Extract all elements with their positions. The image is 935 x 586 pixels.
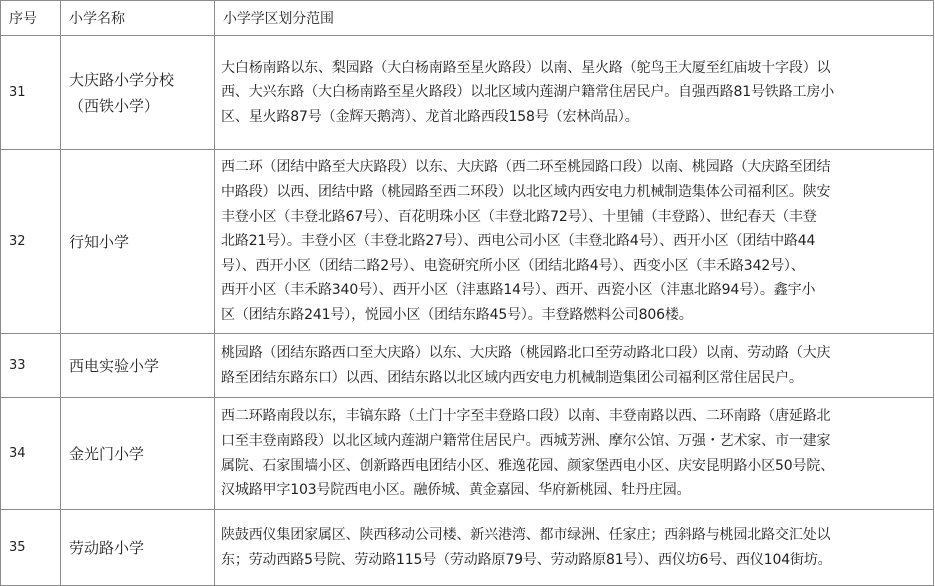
- table-row: [1, 334, 934, 398]
- school-name-line: 金光门小学: [69, 444, 145, 463]
- school-name-line: 劳动路小学: [69, 538, 145, 557]
- range-line: 区、星火路87号（金辉天鹅湾）、龙首北路西段158号（宏林尚品）。: [221, 108, 639, 125]
- row-district-range: [215, 334, 934, 398]
- range-line: 西二环路南段以东，丰镐东路（土门十字至丰登路口段）以南、丰登南路以西、二环南路（唐延路北: [221, 408, 831, 425]
- range-line: 汉城路甲字103号院西电小区。融侨城、黄金嘉园、华府新桃园、牡丹庄园。: [221, 482, 691, 499]
- header-district-range: 小学学区划分范围: [215, 1, 934, 36]
- row-serial-number: 31: [1, 36, 61, 150]
- table-row: [1, 398, 934, 510]
- table-row: [1, 150, 934, 334]
- range-line: 西二环（团结中路至大庆路段）以东、大庆路（西二环至桃园路口段）以南、桃园路（大庆路至团结: [221, 159, 831, 176]
- row-district-range: [215, 510, 934, 586]
- row-school-name: [61, 510, 215, 586]
- range-line: 西开小区（丰禾路340号）、西开小区（沣惠路14号）、西开、西瓷小区（沣惠北路94号）。鑫宇小: [221, 282, 816, 299]
- range-line: 北路21号）。丰登小区（丰登北路27号）、西电公司小区（丰登北路4号）、西开小区（团结中路44: [221, 233, 816, 250]
- range-line: 口至丰登南路段）以北区域内莲湖户籍常住居民户。西城芳洲、摩尔公馆、万强・艺术家、市一建家: [221, 432, 831, 449]
- row-district-range: [215, 36, 934, 150]
- table-row: [1, 510, 934, 586]
- school-name-line: （西铁小学）: [69, 96, 160, 115]
- range-line: 路至团结东路东口）以西、团结东路以北区域内西安电力机械制造集团公司福利区常住居民户。: [221, 369, 803, 386]
- range-line: 西、大兴东路（大白杨南路至星火路段）以北区域内莲湖户籍常住居民户。自强西路81号铁路工房小: [221, 84, 835, 101]
- header-school-name: 小学名称: [61, 1, 215, 36]
- school-name-line: 大庆路小学分校: [69, 70, 175, 89]
- row-district-range: [215, 150, 934, 334]
- range-line: 桃园路（团结东路西口至大庆路）以东、大庆路（桃园路北口至劳动路北口段）以南、劳动路（大庆: [221, 344, 831, 361]
- row-school-name: [61, 334, 215, 398]
- row-serial-number: 35: [1, 510, 61, 586]
- header-serial-number: 序号: [1, 1, 61, 36]
- school-name-line: 西电实验小学: [69, 356, 160, 375]
- range-line: 中路段）以西、团结中路（桃园路至西二环段）以北区域内西安电力机械制造集体公司福利区。陕安: [221, 184, 831, 201]
- row-serial-number: 32: [1, 150, 61, 334]
- range-line: 东；劳动西路5号院、劳动路115号（劳动路原79号、劳动路原81号）、西仪坊6号、西仪104街坊。: [221, 551, 832, 568]
- row-school-name: [61, 150, 215, 334]
- row-school-name: [61, 398, 215, 510]
- table-header-row: [1, 1, 934, 36]
- row-district-range: [215, 398, 934, 510]
- range-line: 区（团结东路241号），悦园小区（团结东路45号）。丰登路燃料公司806楼。: [221, 306, 693, 323]
- range-line: 属院、石家围墙小区、创新路西电团结小区、雅逸花园、颜家堡西电小区、庆安昆明路小区50号院、: [221, 457, 835, 474]
- range-line: 陕鼓西仪集团家属区、陕西移动公司楼、新兴港湾、都市绿洲、任家庄；西斜路与桃园北路交汇处以: [221, 526, 831, 543]
- table-row: [1, 36, 934, 150]
- range-line: 号）、西开小区（团结二路2号）、电瓷研究所小区（团结北路4号）、西变小区（丰禾路342号）、: [221, 257, 805, 274]
- school-name-line: 行知小学: [69, 232, 130, 251]
- range-line: 大白杨南路以东、梨园路（大白杨南路至星火路段）以南、星火路（鸵鸟王大厦至红庙坡十字段）以: [221, 59, 831, 76]
- row-school-name: [61, 36, 215, 150]
- row-serial-number: 33: [1, 334, 61, 398]
- range-line: 丰登小区（丰登北路67号）、百花明珠小区（丰登北路72号）、十里铺（丰登路）、世纪春天（丰登: [221, 208, 817, 225]
- row-serial-number: 34: [1, 398, 61, 510]
